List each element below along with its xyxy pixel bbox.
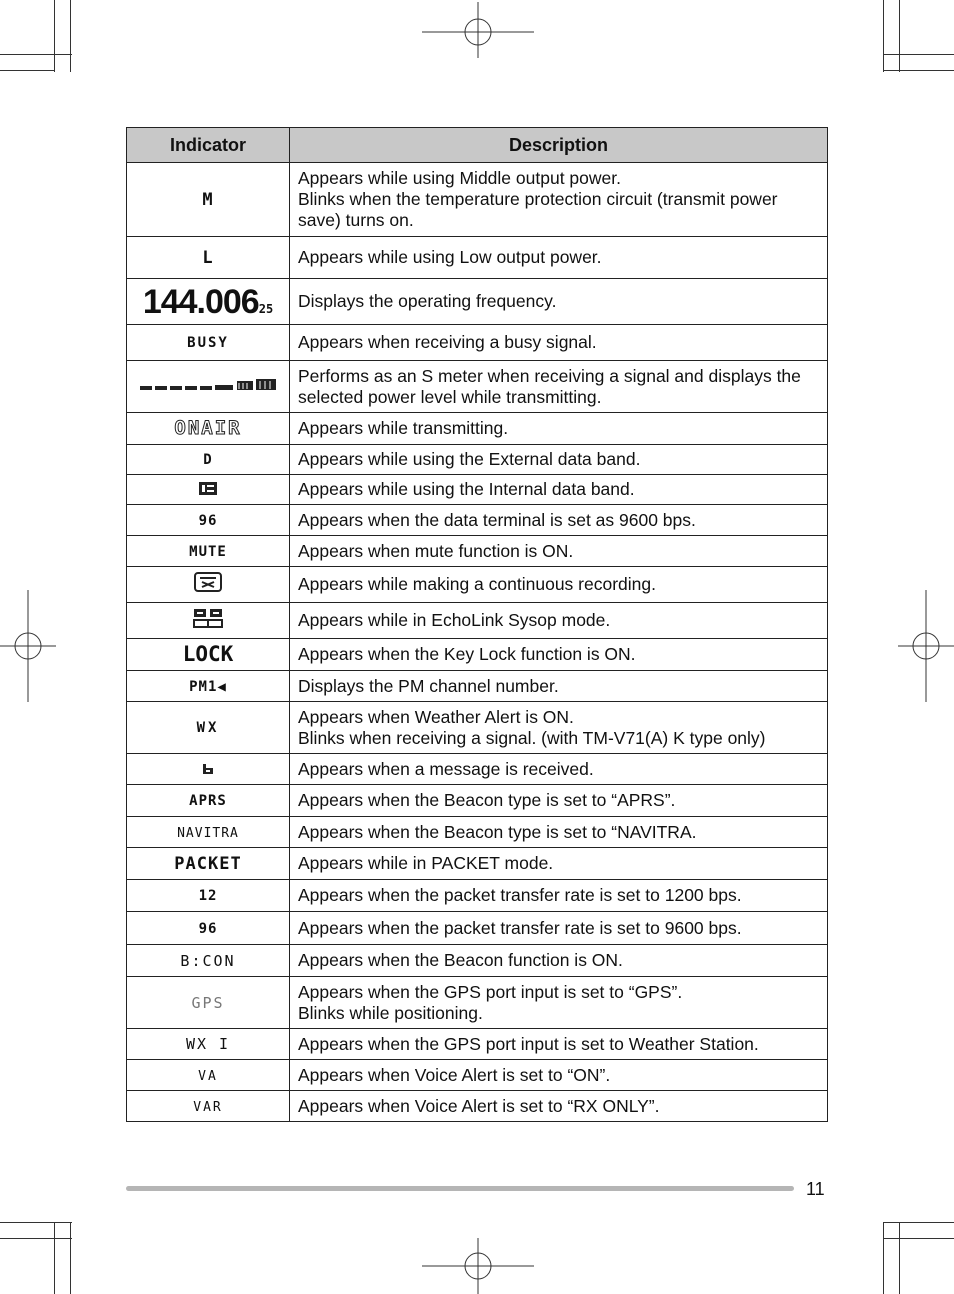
indicator-cell xyxy=(127,445,290,475)
description-text: Appears when Weather Alert is ON. Blinks when receiving a signal. (with TM-V71(A) K type only) xyxy=(298,706,766,748)
table-row xyxy=(127,505,828,536)
column-header-description: Description xyxy=(290,128,828,163)
s-meter-bars-icon xyxy=(140,378,276,392)
internal-data-band-icon xyxy=(199,482,217,495)
crop-mark xyxy=(70,1222,71,1294)
description-text: Appears when Voice Alert is set to “ON”. xyxy=(298,1064,611,1085)
description-text: Appears while making a continuous recording. xyxy=(298,574,656,594)
crop-mark xyxy=(0,54,72,55)
description-cell xyxy=(290,361,828,413)
description-cell xyxy=(290,325,828,361)
indicator-label: LOCK xyxy=(182,641,234,666)
crop-mark xyxy=(0,70,55,71)
indicator-label: M xyxy=(202,189,214,210)
indicator-cell xyxy=(127,603,290,639)
indicator-cell xyxy=(127,163,290,237)
indicator-label: GPS xyxy=(191,993,225,1012)
page-number: 11 xyxy=(806,1179,825,1199)
indicator-cell xyxy=(127,325,290,361)
indicator-cell xyxy=(127,945,290,977)
description-text: Appears while transmitting. xyxy=(298,418,509,438)
table-row xyxy=(127,977,828,1029)
indicator-label: NAVITRA xyxy=(177,825,239,841)
table-row xyxy=(127,325,828,361)
indicator-cell xyxy=(127,279,290,325)
echolink-sysop-icon xyxy=(193,608,223,628)
description-cell xyxy=(290,505,828,536)
description-text: Appears while in PACKET mode. xyxy=(298,853,554,873)
indicator-cell xyxy=(127,567,290,603)
table-row xyxy=(127,639,828,671)
indicator-label: B:CON xyxy=(180,951,236,970)
indicator-cell xyxy=(127,1029,290,1060)
description-cell xyxy=(290,163,828,237)
table-row xyxy=(127,475,828,505)
description-text: Appears while in EchoLink Sysop mode. xyxy=(298,610,611,630)
indicator-label: MUTE xyxy=(189,543,227,560)
description-text: Displays the operating frequency. xyxy=(298,291,557,311)
crop-mark xyxy=(883,54,954,55)
recording-icon xyxy=(194,572,222,592)
indicator-label: ONAIR xyxy=(174,417,242,439)
description-cell xyxy=(290,603,828,639)
crop-mark xyxy=(70,0,71,72)
table-row xyxy=(127,785,828,817)
description-text: Appears when a message is received. xyxy=(298,758,594,779)
description-cell xyxy=(290,1060,828,1091)
frequency-display: 144.006 xyxy=(142,282,259,321)
description-text: Appears when the Beacon function is ON. xyxy=(298,950,623,970)
indicator-label: PACKET xyxy=(174,853,242,874)
crop-mark xyxy=(54,0,55,72)
description-text: Displays the PM channel number. xyxy=(298,675,559,696)
crop-mark xyxy=(899,0,900,72)
description-text: Appears when mute function is ON. xyxy=(298,540,574,561)
indicator-cell xyxy=(127,912,290,945)
description-text: Appears when Voice Alert is set to “RX ONLY”. xyxy=(298,1095,660,1116)
crop-mark xyxy=(883,1222,884,1294)
table-row xyxy=(127,1091,828,1122)
crop-mark xyxy=(883,1222,954,1223)
indicator-cell xyxy=(127,505,290,536)
indicator-cell xyxy=(127,977,290,1029)
indicator-cell xyxy=(127,785,290,817)
table-row xyxy=(127,912,828,945)
indicator-cell xyxy=(127,237,290,279)
description-text: Appears when the Beacon type is set to “NAVITRA. xyxy=(298,821,697,842)
description-text: Appears when receiving a busy signal. xyxy=(298,332,597,352)
table-header-row xyxy=(127,128,828,163)
table-row xyxy=(127,445,828,475)
table-row xyxy=(127,671,828,702)
registration-mark-icon xyxy=(0,590,56,702)
description-cell xyxy=(290,945,828,977)
table-row xyxy=(127,567,828,603)
indicator-cell xyxy=(127,639,290,671)
description-cell xyxy=(290,567,828,603)
description-cell xyxy=(290,817,828,848)
footer-rule xyxy=(126,1186,794,1191)
table-row xyxy=(127,413,828,445)
indicator-cell xyxy=(127,1060,290,1091)
description-text: Appears when the packet transfer rate is set to 9600 bps. xyxy=(298,917,742,938)
frequency-sub-digits: 25 xyxy=(258,301,274,316)
crop-mark xyxy=(0,1222,72,1223)
description-cell xyxy=(290,912,828,945)
table-row xyxy=(127,237,828,279)
crop-mark xyxy=(899,1222,900,1294)
description-text: Appears while using Middle output power. Blinks when the temperature protection circuit (transmit power save) turns on. xyxy=(298,168,778,230)
registration-mark-icon xyxy=(422,1236,534,1294)
description-cell xyxy=(290,1091,828,1122)
table-row xyxy=(127,880,828,912)
description-cell xyxy=(290,536,828,567)
crop-mark xyxy=(883,70,954,71)
indicator-label: PM1 xyxy=(189,678,218,695)
table-row xyxy=(127,945,828,977)
table-row xyxy=(127,754,828,785)
indicator-label: 96 xyxy=(198,512,218,529)
description-cell xyxy=(290,445,828,475)
indicator-label: VA xyxy=(198,1068,218,1084)
indicator-cell xyxy=(127,413,290,445)
description-text: Performs as an S meter when receiving a signal and displays the selected power level while transmitting. xyxy=(298,365,801,407)
description-cell xyxy=(290,279,828,325)
table-row xyxy=(127,1029,828,1060)
description-cell xyxy=(290,237,828,279)
table-row xyxy=(127,279,828,325)
indicator-cell xyxy=(127,754,290,785)
indicator-cell xyxy=(127,536,290,567)
table-row xyxy=(127,817,828,848)
indicator-cell xyxy=(127,848,290,880)
message-icon xyxy=(202,763,214,775)
indicator-cell xyxy=(127,880,290,912)
description-text: Appears when the data terminal is set as 9600 bps. xyxy=(298,509,696,530)
description-cell xyxy=(290,639,828,671)
description-cell xyxy=(290,1029,828,1060)
table-row xyxy=(127,361,828,413)
description-text: Appears while using the External data band. xyxy=(298,449,641,469)
description-text: Appears when the Key Lock function is ON. xyxy=(298,644,636,664)
table-row xyxy=(127,1060,828,1091)
indicator-label: 12 xyxy=(198,888,218,904)
indicator-cell xyxy=(127,817,290,848)
indicator-label: WX xyxy=(196,720,220,736)
description-text: Appears while using the Internal data band. xyxy=(298,479,635,499)
column-header-indicator: Indicator xyxy=(127,128,290,163)
crop-mark xyxy=(54,1222,55,1294)
indicator-cell xyxy=(127,1091,290,1122)
indicator-label: WX I xyxy=(185,1035,231,1053)
indicator-label: 96 xyxy=(198,920,218,937)
crop-mark xyxy=(883,1238,954,1239)
indicator-label: APRS xyxy=(189,793,227,809)
description-cell xyxy=(290,671,828,702)
description-cell xyxy=(290,848,828,880)
table-row xyxy=(127,848,828,880)
table-row xyxy=(127,536,828,567)
indicator-label: D xyxy=(203,452,213,468)
description-text: Appears when the packet transfer rate is set to 1200 bps. xyxy=(298,885,742,905)
description-cell xyxy=(290,880,828,912)
registration-mark-icon xyxy=(898,590,954,702)
description-text: Appears while using Low output power. xyxy=(298,247,602,267)
description-cell xyxy=(290,475,828,505)
table-row xyxy=(127,603,828,639)
pm-channel-arrow-icon: ◀ xyxy=(217,678,227,695)
table-row xyxy=(127,702,828,754)
description-cell xyxy=(290,754,828,785)
indicator-label: VAR xyxy=(193,1099,223,1115)
description-cell xyxy=(290,413,828,445)
description-text: Appears when the GPS port input is set to Weather Station. xyxy=(298,1033,759,1054)
description-cell xyxy=(290,702,828,754)
indicator-cell xyxy=(127,361,290,413)
description-cell xyxy=(290,977,828,1029)
crop-mark xyxy=(883,0,884,72)
crop-mark xyxy=(0,1238,72,1239)
indicator-table xyxy=(126,127,828,1122)
indicator-label: L xyxy=(202,247,214,268)
description-text: Appears when the GPS port input is set to “GPS”. Blinks while positioning. xyxy=(298,981,683,1023)
indicator-cell xyxy=(127,475,290,505)
description-text: Appears when the Beacon type is set to “APRS”. xyxy=(298,790,676,810)
description-cell xyxy=(290,785,828,817)
indicator-label: BUSY xyxy=(187,335,229,351)
indicator-cell xyxy=(127,671,290,702)
indicator-cell xyxy=(127,702,290,754)
table-row xyxy=(127,163,828,237)
registration-mark-icon xyxy=(422,2,534,62)
